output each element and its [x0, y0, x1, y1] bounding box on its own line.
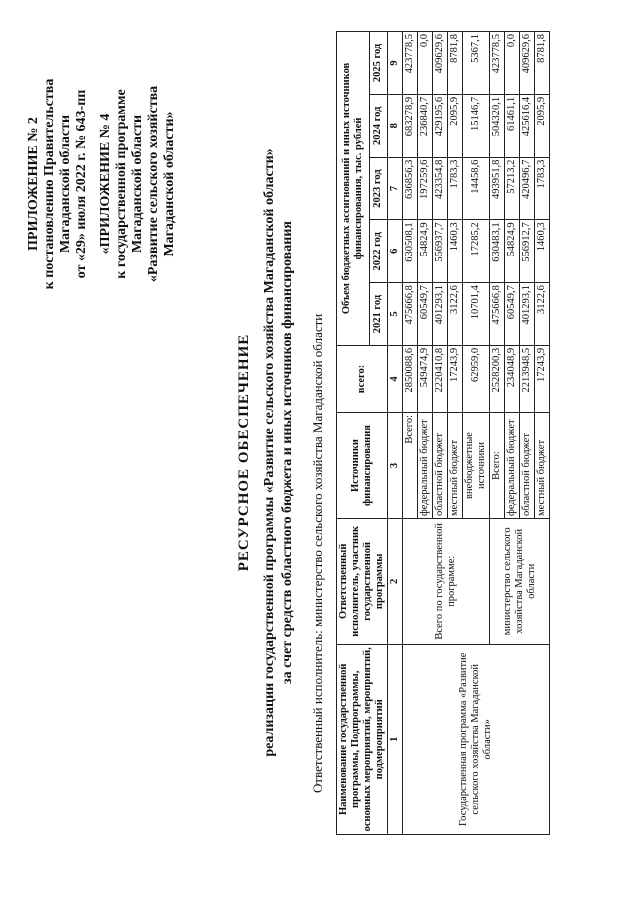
y2021-cell: 475666,8	[403, 283, 418, 346]
y2022-cell: 17285,2	[463, 220, 490, 283]
y2021-cell: 401293,1	[433, 283, 448, 346]
document-title: РЕСУРСНОЕ ОБЕСПЕЧЕНИЕ	[236, 333, 252, 572]
total-cell: 2220410,8	[433, 345, 448, 412]
source-cell: Всего:	[403, 413, 418, 519]
source-cell: Всего:	[490, 413, 505, 519]
col-header-total: всего:	[337, 345, 388, 412]
y2022-cell: 630508,1	[403, 220, 418, 283]
source-cell: федеральный бюджет	[418, 413, 433, 519]
y2023-cell: 420496,7	[520, 157, 535, 220]
y2024-cell: 2095,9	[448, 94, 463, 157]
total-cell: 549474,9	[418, 345, 433, 412]
y2025-cell: 423778,5	[403, 32, 418, 95]
executor-cell: Всего по государственной программе:	[403, 519, 490, 645]
y2021-cell: 401293,1	[520, 283, 535, 346]
appendix-program-name-end: Магаданской области»	[162, 111, 177, 257]
source-cell: областной бюджет	[520, 413, 535, 519]
total-cell: 2850088,6	[403, 345, 418, 412]
y2025-cell: 423778,5	[490, 32, 505, 95]
column-number: 7	[388, 157, 403, 220]
total-cell: 17243,9	[535, 345, 550, 412]
col-header-source: Источники финансирования	[337, 413, 388, 519]
y2022-cell: 54824,9	[505, 220, 520, 283]
appendix-program-region: Магаданской области	[130, 114, 145, 254]
source-cell: местный бюджет	[535, 413, 550, 519]
y2024-cell: 2095,9	[535, 94, 550, 157]
executor-cell: министерство сельского хозяйства Магаданской области	[490, 519, 550, 645]
source-cell: федеральный бюджет	[505, 413, 520, 519]
y2025-cell: 0,0	[505, 32, 520, 95]
y2021-cell: 3122,6	[448, 283, 463, 346]
document-subtitle: реализации государственной программы «Развитие сельского хозяйства Магаданской области»	[262, 148, 277, 757]
column-number: 5	[388, 283, 403, 346]
y2023-cell: 197259,6	[418, 157, 433, 220]
y2022-cell: 556912,7	[520, 220, 535, 283]
y2024-cell: 429195,6	[433, 94, 448, 157]
col-header-group: Объем бюджетных ассигнований и иных источников финансирования, тыс. рублей	[337, 32, 370, 346]
appendix-to-program: к государственной программе	[114, 89, 129, 279]
column-number: 3	[388, 413, 403, 519]
y2024-cell: 236840,7	[418, 94, 433, 157]
y2021-cell: 10701,4	[463, 283, 490, 346]
appendix-block	[26, 34, 178, 334]
y2021-cell: 475666,8	[490, 283, 505, 346]
total-cell: 17243,9	[448, 345, 463, 412]
y2022-cell: 1460,3	[448, 220, 463, 283]
y2022-cell: 556937,7	[433, 220, 448, 283]
appendix-date: от «29» июля 2022 г. № 643-пп	[74, 89, 89, 279]
column-number: 1	[388, 644, 403, 834]
resource-table	[336, 31, 550, 835]
y2023-cell: 636856,3	[403, 157, 418, 220]
y2022-cell: 630483,1	[490, 220, 505, 283]
header-row	[337, 32, 370, 835]
y2023-cell: 423354,8	[433, 157, 448, 220]
col-header-executor: Ответственный исполнитель, участник государственной программы	[337, 519, 388, 645]
y2021-cell: 3122,6	[535, 283, 550, 346]
y2025-cell: 409629,6	[433, 32, 448, 95]
program-name-cell: Государственная программа «Развитие сельского хозяйства Магаданской области»	[403, 644, 550, 834]
column-number: 4	[388, 345, 403, 412]
column-number: 8	[388, 94, 403, 157]
y2023-cell: 1783,3	[535, 157, 550, 220]
col-header-2023: 2023 год	[369, 157, 387, 220]
y2022-cell: 54824,9	[418, 220, 433, 283]
source-cell: местный бюджет	[448, 413, 463, 519]
y2022-cell: 1460,3	[535, 220, 550, 283]
appendix-number: ПРИЛОЖЕНИЕ № 2	[26, 117, 41, 251]
column-number: 2	[388, 519, 403, 645]
column-number-row	[388, 32, 403, 835]
column-number: 6	[388, 220, 403, 283]
total-cell: 2213948,5	[520, 345, 535, 412]
col-header-2022: 2022 год	[369, 220, 387, 283]
table-row	[403, 32, 418, 835]
y2024-cell: 15146,7	[463, 94, 490, 157]
y2023-cell: 14458,6	[463, 157, 490, 220]
y2024-cell: 425616,4	[520, 94, 535, 157]
column-number: 9	[388, 32, 403, 95]
col-header-name: Наименование государственной программы, Подпрограммы, основных мероприятий, мероприятий, подмероприятий	[337, 644, 388, 834]
y2023-cell: 57213,2	[505, 157, 520, 220]
y2021-cell: 60549,7	[418, 283, 433, 346]
source-cell: областной бюджет	[433, 413, 448, 519]
y2025-cell: 5367,1	[463, 32, 490, 95]
y2023-cell: 493951,8	[490, 157, 505, 220]
y2025-cell: 0,0	[418, 32, 433, 95]
y2024-cell: 683278,9	[403, 94, 418, 157]
y2025-cell: 409629,6	[520, 32, 535, 95]
y2021-cell: 60549,7	[505, 283, 520, 346]
y2025-cell: 8781,8	[535, 32, 550, 95]
y2025-cell: 8781,8	[448, 32, 463, 95]
appendix-program-name: «Развитие сельского хозяйства	[146, 85, 161, 283]
source-cell: внебюджетные источники	[463, 413, 490, 519]
appendix-to-resolution: к постановлению Правительства	[42, 78, 57, 290]
y2024-cell: 504320,1	[490, 94, 505, 157]
y2023-cell: 1783,3	[448, 157, 463, 220]
total-cell: 234048,9	[505, 345, 520, 412]
total-cell: 2528200,3	[490, 345, 505, 412]
responsible-executor: Ответственный исполнитель: министерство сельского хозяйства Магаданской области	[310, 313, 325, 793]
col-header-2021: 2021 год	[369, 283, 387, 346]
appendix-inner-number: «ПРИЛОЖЕНИЕ № 4	[98, 113, 113, 255]
appendix-region: Магаданской области	[58, 114, 73, 254]
total-cell: 62959,0	[463, 345, 490, 412]
y2024-cell: 61461,1	[505, 94, 520, 157]
col-header-2025: 2025 год	[369, 32, 387, 95]
document-subtitle-2: за счет средств областного бюджета и иных источников финансирования	[280, 221, 295, 684]
col-header-2024: 2024 год	[369, 94, 387, 157]
